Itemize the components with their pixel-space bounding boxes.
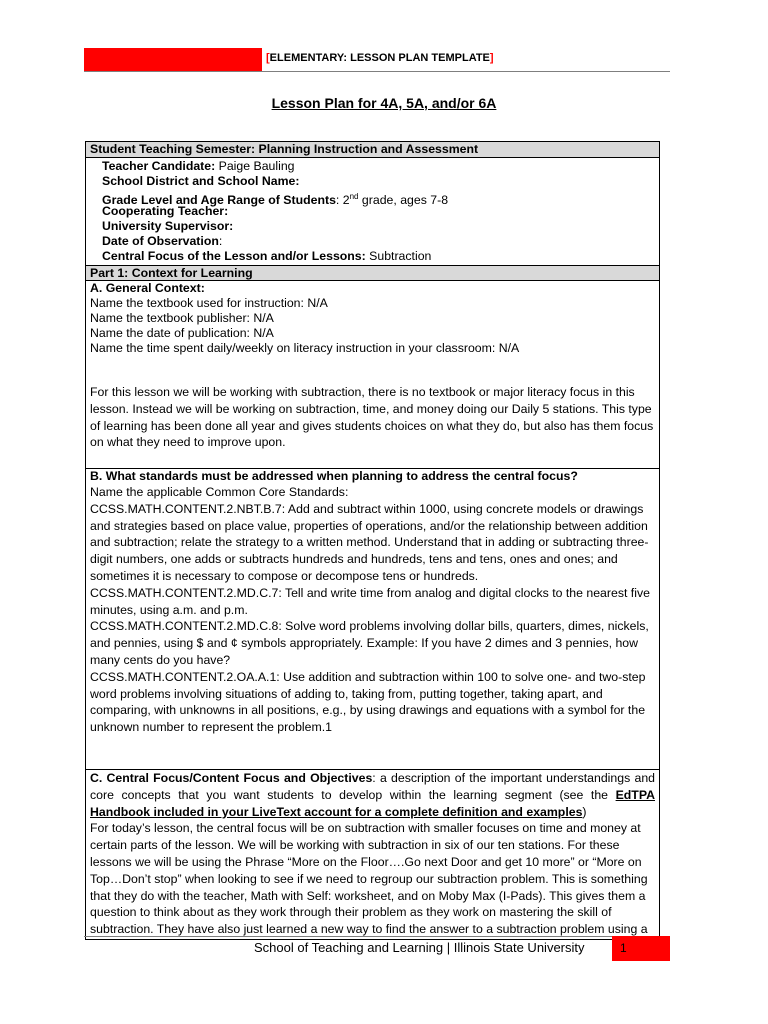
publisher-line: Name the textbook publisher: N/A [90,311,274,325]
date-of-observation: Date of Observation: [102,234,223,248]
semester-header: Student Teaching Semester: Planning Instruction and Assessment [86,142,659,157]
footer-text: School of Teaching and Learning | Illinois State University [254,940,585,955]
page-number: 1 [612,936,670,961]
general-context-section [86,280,659,468]
standards-section [86,468,659,769]
standard-item: CCSS.MATH.CONTENT.2.MD.C.7: Tell and write time from analog and digital clocks to the nearest five minutes, using a.m. and p.m. [90,585,650,617]
footer-rule [84,936,670,937]
header-red-bar [84,48,262,72]
textbook-line: Name the textbook used for instruction: N/A [90,296,328,310]
standards-intro: Name the applicable Common Core Standards: [90,485,349,499]
central-focus-line: Central Focus of the Lesson and/or Lessons: Subtraction [102,249,432,263]
literacy-time-line: Name the time spent daily/weekly on literacy instruction in your classroom: N/A [90,341,520,355]
central-focus-section [86,769,659,939]
document-title: Lesson Plan for 4A, 5A, and/or 6A [271,95,497,111]
central-focus-intro: C. Central Focus/Content Focus and Objectives: a description of the important understandings and core concepts that you want students to develop within the learning segment (see the EdTPA Handbook included in your LiveText account for a complete definition and examples) [90,771,655,819]
edtpa-handbook-link[interactable]: EdTPA Handbook included in your LiveText account for a complete definition and examples [90,787,655,819]
part1-header: Part 1: Context for Learning [86,265,659,280]
info-block [86,157,659,265]
lesson-plan-table [85,141,660,940]
standard-item: CCSS.MATH.CONTENT.2.NBT.B.7: Add and subtract within 1000, using concrete models or drawings and strategies based on place value, properties of operations, and/or the relationship between addition and subtraction; relate the strategy to a written method. Understand that in adding or subtracting three-digit numbers, one adds or subtracts hundreds and hundreds, tens and tens, ones and ones; and sometimes it is necessary to compose or decompose tens or hundreds. [90,501,649,583]
teacher-candidate: Teacher Candidate: Paige Bauling [102,159,295,173]
publication-date-line: Name the date of publication: N/A [90,326,274,340]
standards-heading: B. What standards must be addressed when planning to address the central focus? [90,469,578,483]
header-rule [84,71,670,72]
standard-item: CCSS.MATH.CONTENT.2.OA.A.1: Use addition and subtraction within 100 to solve one- and two-step word problems involving situations of adding to, taking from, putting together, taking apart, and comparing, with unknowns in all positions, e.g., by using drawings and equations with a symbol for the unknown number to represent the problem.1 [90,669,646,735]
central-focus-paragraph: For today’s lesson, the central focus will be on subtraction with smaller focuses on time and money at certain parts of the lesson. We will be working with subtraction in six of our ten stations. For these lessons we will be using the Phrase “More on the Floor….Go next Door and get 10 more” or “More on Top…Don’t stop” when looking to see if we need to regroup our subtraction problem. This is something that they do with the teacher, Math with Self: worksheet, and on Moby Max (I-Pads). This gives them a question to think about as they work through their problem as they work on mastering the skill of subtraction. They have also just learned a new way to find the answer to a subtraction problem using a [90,821,648,937]
school-name: School District and School Name: [102,174,300,188]
university-supervisor: University Supervisor: [102,219,234,233]
general-context-paragraph: For this lesson we will be working with subtraction, there is no textbook or major literacy focus in this lesson. Instead we will be working on subtraction, time, and money doing our Daily 5 stations. This type of learning has been done all year and gives students choices on what they do, but also has them focus on what they need to improve upon. [90,385,654,450]
grade-level: Grade Level and Age Range of Students: 2nd grade, ages 7-8 [102,192,449,208]
standard-item: CCSS.MATH.CONTENT.2.MD.C.8: Solve word problems involving dollar bills, quarters, dimes, nickels, and pennies, using $ and ¢ symbols appropriately. Example: If you have 2 dimes and 3 pennies, how many cents do you have? [90,619,649,667]
cooperating-teacher: Cooperating Teacher: [102,204,229,218]
general-context-heading: A. General Context: [90,281,205,295]
header-title: [ELEMENTARY: LESSON PLAN TEMPLATE] [266,52,494,64]
